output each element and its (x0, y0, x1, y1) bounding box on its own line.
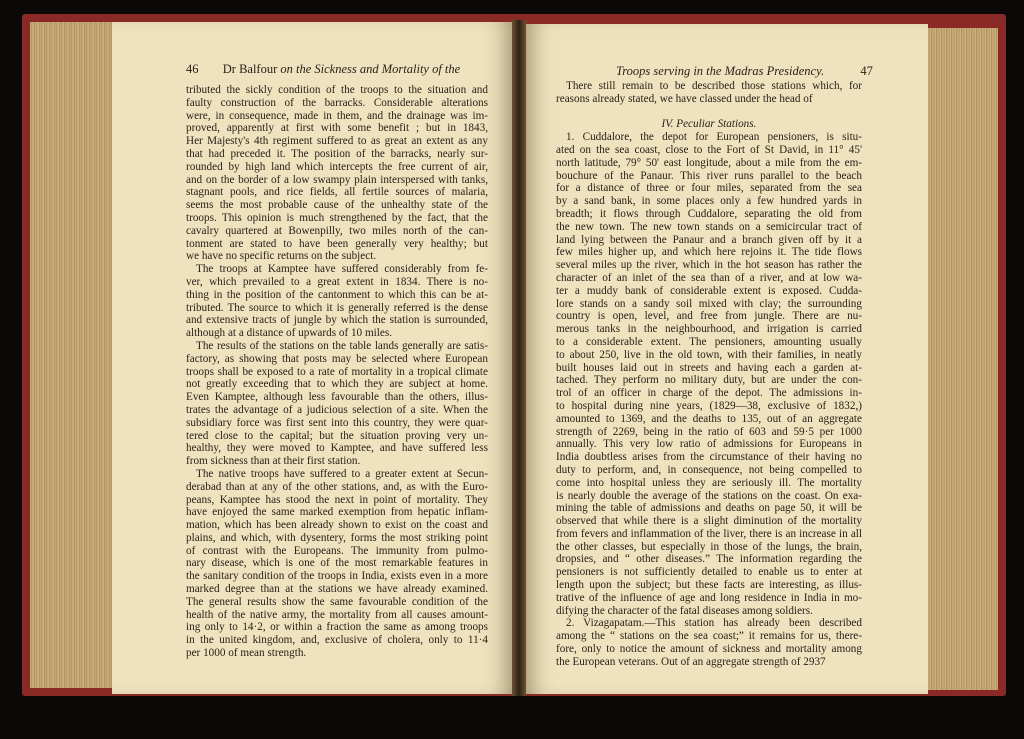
text-line: the new town. The new town stands on a semicircular tract of (556, 220, 862, 233)
text-line: stagnant pools, and rice fields, all fertile sources of malaria, (186, 186, 488, 199)
text-line: the other classes, but especially in those of the lungs, the brain, (556, 540, 862, 553)
text-line: tributed the sickly condition of the troops to the situation and (186, 84, 488, 96)
text-line: by a sand bank, in some places only a few hundred yards in (556, 195, 862, 208)
text-line: we have no specific returns on the subject. (186, 250, 377, 263)
text-line: faulty construction of the barracks. Considerable alterations (186, 96, 488, 109)
right-page-edges (926, 28, 998, 690)
text-line: is nearly double the average of the stations on the coast. On exa- (556, 489, 862, 502)
text-line: lore stands on a sandy soil mixed with clay; the surrounding (556, 297, 862, 310)
text-line: dropsies, and “ other diseases.” The information regarding the (556, 553, 862, 566)
text-line: troops. This opinion is much strengthened by the fact, that the (186, 211, 488, 224)
text-line: have enjoyed the same marked exemption from hepatic inflam- (186, 506, 488, 519)
text-line: length upon the subject; but these facts are interesting, as illus- (556, 579, 862, 592)
left-page (112, 22, 516, 694)
text-line: fore, only to notice the amount of sickness and mortality among (556, 643, 862, 656)
text-line: ated on the sea coast, close to the Fort of St David, in 11° 45' (556, 143, 862, 156)
text-line: mation, which has been already shown to exist on the coast and (186, 519, 488, 532)
text-line: The troops at Kamptee have suffered considerably from fe- (196, 263, 488, 276)
text-line: and extensive tracts of jungle by which the station is surrounded, (186, 314, 488, 327)
left-running-head (186, 62, 460, 77)
text-line: The results of the stations on the table lands generally are satis- (196, 339, 488, 352)
text-line: breadth; it flows through Cuddalore, separating the old from (556, 207, 862, 220)
right-running-head-title: Troops serving in the Madras Presidency. (616, 64, 825, 78)
left-page-number: 46 (186, 62, 199, 76)
text-line: few miles higher up, and which here rejoins it. The tide flows (556, 246, 862, 259)
text-line: 2. Vizagapatam.—This station has already been described (566, 617, 862, 630)
text-line: The native troops have suffered to a greater extent at Secun- (196, 467, 488, 480)
text-line: to about 250, live in the old town, with their families, in neatly (556, 348, 862, 361)
text-line: ing only to 14·2, or within a fraction the same as among troops (186, 621, 488, 634)
left-page-text (186, 84, 488, 660)
text-line: The general results show the same favourable condition of the (186, 595, 488, 608)
text-line: thing in the position of the cantonment to which this can be at- (186, 288, 488, 301)
right-page (522, 24, 928, 694)
text-line: of contrast with the Europeans. The immunity from pulmo- (186, 544, 488, 557)
text-line: seems the most probable cause of the unhealthy state of the (186, 199, 488, 212)
text-line: among the “ stations on the sea coast;” it remains for us, there- (556, 630, 862, 643)
text-line: tributed. The source to which it is generally referred is the dense (186, 301, 488, 314)
text-line: mining the table of admissions and deaths on page 50, it will be (556, 502, 862, 515)
text-line: Her Majesty's 4th regiment suffered to as great an extent as any (186, 135, 488, 148)
left-running-head-author: Dr Balfour (222, 62, 278, 76)
text-line: merous tanks in the neighbourhood, and irrigation is carried (556, 323, 862, 336)
text-line: country is open, level, and free from jungle. There are nu- (556, 310, 862, 323)
text-line: rounded by high land which intercepts the free current of air, (186, 160, 488, 173)
right-page-text (556, 80, 862, 669)
text-line: character of an inlet of the sea than of a river, and at low wa- (556, 271, 862, 284)
text-line: subsidiary force was first sent into this country, they were quar- (186, 416, 488, 429)
text-line: the sanitary condition of the troops in India, exists even in a more (186, 570, 488, 583)
section-heading: IV. Peculiar Stations. (661, 118, 757, 131)
text-line: derabad than at any of the other stations, and, as with the Euro- (186, 480, 488, 493)
text-line: reasons already stated, we have classed under the head of (556, 92, 813, 105)
text-line: bouchure of the Panaur. This river runs parallel to the beach (556, 169, 862, 182)
text-line: trates the advantage of a judicious selection of a site. When the (186, 403, 488, 416)
text-line: annually. This very low ratio of admissions for Europeans in (556, 438, 862, 451)
text-line: difying the character of the fatal diseases among soldiers. (556, 604, 813, 617)
text-line: several miles up the river, which in the hot season has rather the (556, 259, 862, 272)
right-page-number: 47 (860, 64, 873, 78)
text-line: nary disease, which is one of the most remarkable features in (186, 557, 488, 570)
text-line: the European veterans. Out of an aggregate strength of 2937 (556, 655, 826, 668)
text-line: pensioners is not sufficiently detailed to enable us to enter at (556, 566, 862, 579)
text-line: marked degree than at the stations we have already examined. (186, 583, 488, 596)
text-line: north latitude, 79° 50' east longitude, about a mile from the em- (556, 156, 862, 169)
text-line: built houses laid out in streets and having each a garden at- (556, 361, 862, 374)
text-line: peans, Kamptee has stood the next in point of mortality. They (186, 493, 488, 506)
text-line: ter a muddy bank of considerable extent is exposed. Cudda- (556, 284, 862, 297)
text-line: cavalry quartered at Bowenpilly, two miles north of the can- (186, 224, 488, 237)
text-line: tached. They perform no military duty, but are under the con- (556, 374, 862, 387)
text-line: come into hospital unless they are seriously ill. The mortality (556, 476, 862, 489)
text-line: healthy, they were moved to Kamptee, and have suffered less (186, 442, 488, 455)
text-line: although at a distance of upwards of 10 miles. (186, 327, 392, 340)
text-line: for a distance of three or four miles, separated from the sea (556, 182, 862, 195)
text-line: India doubtless arises from the circumstance of their having no (556, 451, 862, 464)
text-line: from sickness than at their first station. (186, 455, 361, 468)
text-line: tonment are stated to have been generally very healthy; but (186, 237, 488, 250)
text-line: observed that while there is a slight diminution of the mortality (556, 515, 862, 528)
text-line: to hospital during nine years, (1829—38, exclusive of 1832,) (556, 399, 862, 412)
left-running-head-title: on the Sickness and Mortality of the (280, 62, 461, 76)
text-line: were, in consequence, made in them, and the drainage was im- (186, 109, 488, 122)
book-gutter (512, 20, 526, 696)
text-line: plains, and which, with dysentery, forms the most striking point (186, 531, 488, 544)
text-line: not greatly exceeding that to which they are subject at home. (186, 378, 488, 391)
text-line: per 1000 of mean strength. (186, 647, 307, 660)
text-line: that had preceded it. The position of the barracks, nearly sur- (186, 147, 488, 160)
text-line: There still remain to be described those stations which, for (566, 80, 862, 92)
text-line: trol of an officer in charge of the depot. The admissions in- (556, 387, 862, 400)
left-page-edges (30, 22, 116, 688)
text-line (556, 106, 862, 119)
text-line: amounted to 1369, and the deaths to 135, out of an aggregate (556, 412, 862, 425)
text-line: tered close to the capital; but the situation proving very un- (186, 429, 488, 442)
right-running-head (616, 64, 873, 79)
text-line: trative of the influence of age and long residence in India in mo- (556, 591, 862, 604)
text-line: proved, apparently at first with some benefit ; but in 1843, (186, 122, 488, 135)
text-line: 1. Cuddalore, the depot for European pensioners, is situ- (566, 131, 862, 144)
text-line: land lying between the Panaur and a branch given off by it a (556, 233, 862, 246)
text-line: troops shall be exposed to a rate of mortality in a tropical climate (186, 365, 488, 378)
text-line: from fevers and inflammation of the liver, there is an increase in all (556, 527, 862, 540)
text-line: and on the border of a low swampy plain interspersed with tanks, (186, 173, 488, 186)
text-line: to a considerable extent. The pensioners, amounting usually (556, 335, 862, 348)
text-line: duty to perform, and, in consequence, not being compelled to (556, 463, 862, 476)
text-line: strength of 2269, being in the ratio of 603 and 59·5 per 1000 (556, 425, 862, 438)
text-line: Even Kamptee, although less favourable than the others, illus- (186, 391, 488, 404)
text-line: health of the native army, the mortality from all causes amount- (186, 608, 488, 621)
text-line: factory, as showing that posts may be selected where European (186, 352, 488, 365)
text-line: ver, which prevailed to a great extent in 1834. There is no- (186, 275, 488, 288)
text-line: in the united kingdom, and, exclusive of cholera, only to 11·4 (186, 634, 488, 647)
